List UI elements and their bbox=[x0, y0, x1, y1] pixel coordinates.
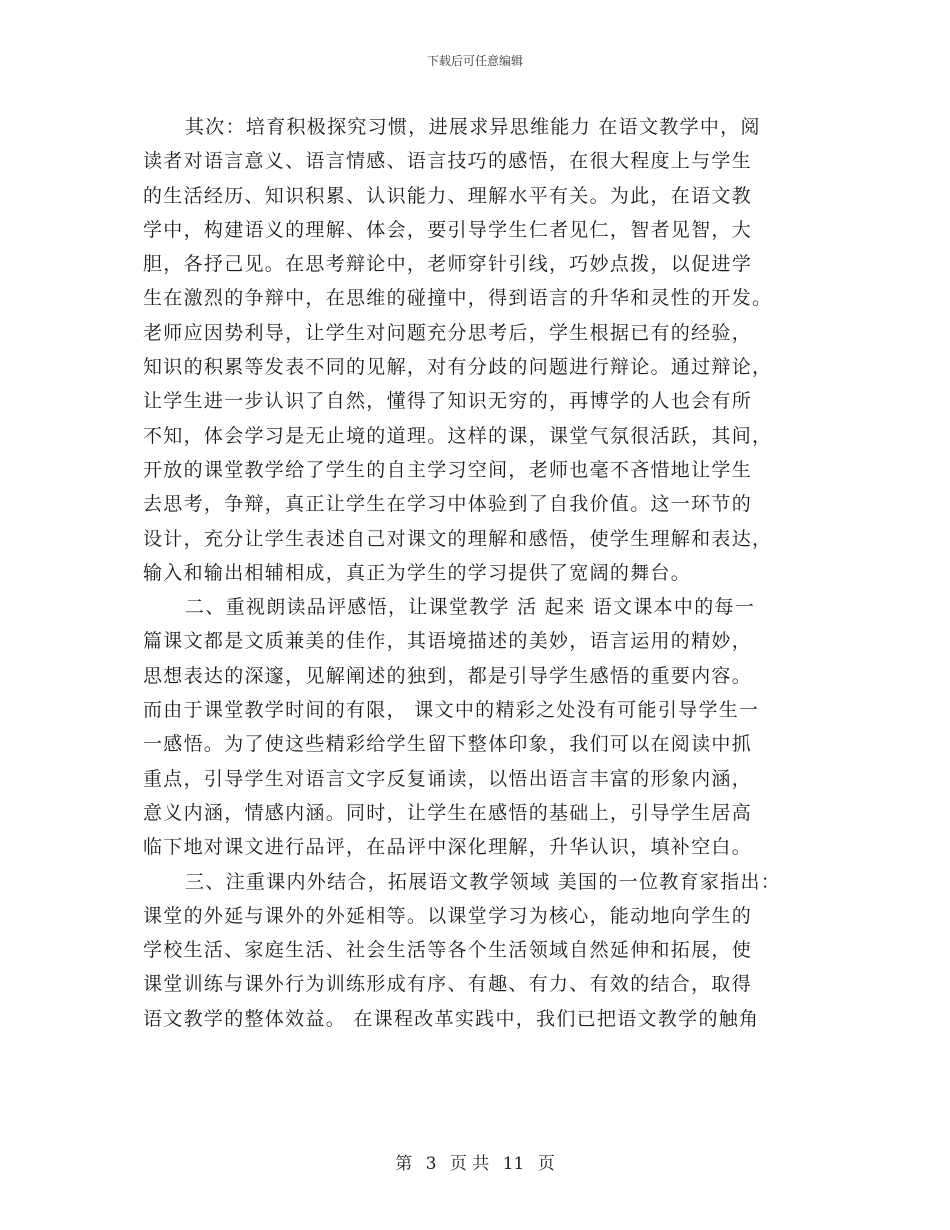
text-line: 三、注重课内外结合，拓展语文教学领域 美国的一位教育家指出： bbox=[185, 870, 782, 893]
document-body bbox=[143, 110, 808, 1036]
text-line: 其次：培育积极探究习惯，进展求异思维能力 在语文教学中，阅 bbox=[185, 116, 761, 138]
text-line: 去思考，争辩，真正让学生在学习中体验到了自我价值。这一环节的 bbox=[143, 493, 753, 516]
text-line: 胆，各抒己见。在思考辩论中，老师穿针引线，巧妙点拨，以促进学 bbox=[143, 253, 753, 276]
text-line: 不知，体会学习是无止境的道理。这样的课，课堂气氛很活跃，其间， bbox=[143, 424, 773, 447]
text-line: 开放的课堂教学给了学生的自主学习空间，老师也毫不吝惜地让学生 bbox=[143, 458, 753, 481]
footer-middle: 页 共 bbox=[449, 1154, 490, 1174]
text-line: 临下地对课文进行品评，在品评中深化理解，升华认识，填补空白。 bbox=[143, 836, 753, 859]
text-line: 让学生进一步认识了自然，懂得了知识无穷的，再博学的人也会有所 bbox=[143, 390, 753, 413]
text-line: 生在激烈的争辩中，在思维的碰撞中，得到语言的升华和灵性的开发。 bbox=[143, 287, 773, 310]
text-line: 的生活经历、知识积累、认识能力、理解水平有关。为此，在语文教 bbox=[143, 184, 753, 207]
text-line: 老师应因势利导，让学生对问题充分思考后，学生根据已有的经验， bbox=[143, 321, 753, 344]
text-line: 知识的积累等发表不同的见解，对有分歧的问题进行辩论。通过辩论， bbox=[143, 356, 773, 379]
text-line: 二、重视朗读品评感悟，让课堂教学 活 起来 语文课本中的每一 bbox=[185, 596, 756, 619]
text-line: 课堂的外延与课外的外延相等。以课堂学习为核心，能动地向学生的 bbox=[143, 904, 753, 927]
text-line: 学中，构建语义的理解、体会，要引导学生仁者见仁，智者见智，大 bbox=[143, 218, 753, 241]
text-line: 读者对语言意义、语言情感、语言技巧的感悟，在很大程度上与学生 bbox=[143, 150, 753, 173]
text-line: 篇课文都是文质兼美的佳作，其语境描述的美妙，语言运用的精妙， bbox=[143, 630, 753, 653]
page-footer bbox=[0, 1153, 950, 1175]
text-line: 输入和输出相辅相成，真正为学生的学习提供了宽阔的舞台。 bbox=[143, 561, 692, 584]
text-line: 设计，充分让学生表述自己对课文的理解和感悟，使学生理解和表达， bbox=[143, 527, 773, 550]
current-page-number: 3 bbox=[425, 1154, 437, 1174]
footer-suffix: 页 bbox=[537, 1154, 555, 1174]
text-line: 课堂训练与课外行为训练形成有序、有趣、有力、有效的结合，取得 bbox=[143, 973, 753, 996]
page-header bbox=[0, 53, 950, 69]
paragraph-2 bbox=[143, 590, 808, 864]
text-line: 学校生活、家庭生活、社会生活等各个生活领域自然延伸和拓展，使 bbox=[143, 939, 753, 962]
total-page-count: 11 bbox=[502, 1154, 525, 1174]
text-line: 而由于课堂教学时间的有限， 课文中的精彩之处没有可能引导学生一 bbox=[143, 699, 760, 722]
text-line: 意义内涵，情感内涵。同时，让学生在感悟的基础上，引导学生居高 bbox=[143, 801, 753, 824]
footer-prefix: 第 bbox=[395, 1154, 413, 1174]
paragraph-1 bbox=[143, 110, 808, 590]
header-note: 下载后可任意编辑 bbox=[426, 54, 523, 68]
text-line: 一感悟。为了使这些精彩给学生留下整体印象，我们可以在阅读中抓 bbox=[143, 733, 753, 756]
text-line: 语文教学的整体效益。 在课程改革实践中，我们已把语文教学的触角 bbox=[143, 1007, 760, 1030]
text-line: 思想表达的深邃，见解阐述的独到，都是引导学生感悟的重要内容。 bbox=[143, 664, 753, 687]
text-line: 重点，引导学生对语言文字反复诵读，以悟出语言丰富的形象内涵， bbox=[143, 767, 753, 790]
paragraph-3 bbox=[143, 865, 808, 1036]
